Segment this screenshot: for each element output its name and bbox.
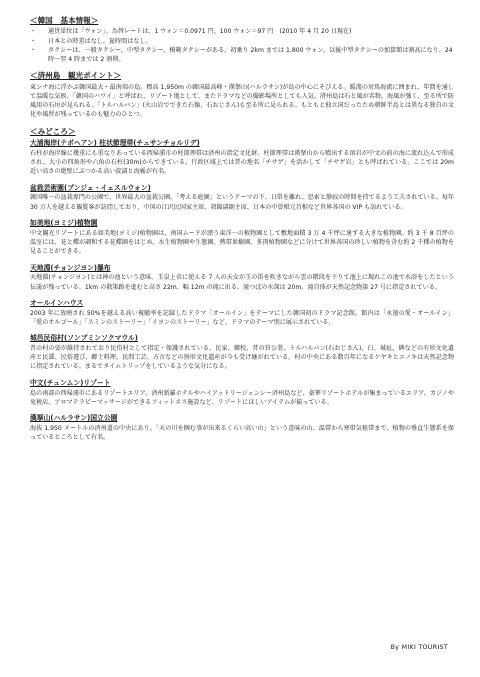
- jeju-point-section: [30, 71, 454, 119]
- korea-basic-list: [30, 27, 454, 64]
- footer-credit: By MIKI TOURIST: [390, 644, 448, 651]
- sight-name-jusangjeolli: 大浦海岸(テポヘアン) 柱状節理帯(チュサンチョルリデ): [30, 139, 200, 148]
- sight-text-bonsai-garden: 韓国唯一の盆栽専門の公園で、世界最大の盆栽公園。「考える庭園」というテーマの下、日常を離れ、思索と静寂の時間を持てるよう工夫されている。毎年 30 万人を越える観覧客が訪問しており、中国の江沢民国家主席、胡錦濤副主席、日本の中曽根元首相など世界各国の VIP も訪れている。: [30, 194, 454, 211]
- sights-section: [30, 127, 454, 443]
- sight-text-jungmun-resort: 島の南部の西帰浦市にあるリゾートエリア。済州新羅ホテルやハイアットリージェンシー済州島など、豪華リゾートホテルが集まっているエリア。カジノや免税店、アロマテラピーマッサージができるフィットネス施設など、リゾートにほしいアイテムが揃っている。: [30, 389, 454, 406]
- sight-name-bonsai-garden: 盆栽芸術園(プンジェ・イェスルウォン): [30, 183, 151, 192]
- sight-text-yeomiji: 中文観光リゾートにある如美地(ヨミジ)植物園は、南国ムードが漂う東洋一の植物園として敷地面積 3 万 4 千坪に達する大きな植物園。約 3 千 8 百坪の温室には、花と蝶が調和する花蝶園をはじめ、水生植物園や生態園、熱帯果樹園、多肉植物園などに分けて世界各国の珍しい植物を含む約 2 千種の植物を見ることができる。: [30, 229, 454, 256]
- sight-text-cheonjiyeon: 天地淵(チョンジヨン)とは神の池という意味。玉皇上帝に使える 7 人の天女が玉の笛を吹きながら雲の階段を下りて池上に現れこの池で水浴をしたという伝説が残っている。1km の散策路を進むと高さ 22m、幅 12m の滝に出る。滝つぼの水深は 20m。滝自体が天然記念物第 27 号に指定されている。: [30, 274, 454, 291]
- sights-title: ＜みどころ＞: [30, 126, 76, 136]
- korea-basic-taxi: ・ タクシーは、一般タクシー、中型タクシー、模範タクシーがある。初乗り 2km までは 1,800 ウォン、以後中型タクシーの加算額は割高になり、24 時〜翌 4 時までは 2 割増。: [30, 46, 454, 64]
- sight-name-cheonjiyeon: 天地淵(チョンジヨン)瀑布: [30, 263, 111, 272]
- sight-name-yeomiji: 如美地(ヨミジ)植物園: [30, 218, 98, 227]
- sight-text-hallasan-park: 海抜 1,950 メートルの済州道の中央にあり、「天の川を掴む事が出来るくらい高い山」という意味の山。温帯から寒帯気候帯まで、植物の垂直生態系を保っているところとして有名。: [30, 424, 454, 442]
- jeju-point-title: ＜済州島 観光ポイント＞: [30, 71, 122, 81]
- sight-name-allin-house: オールインハウス: [30, 298, 84, 307]
- korea-basic-timezone: ・ 日本との時差はなし。夏時間はなし。: [30, 37, 454, 46]
- jeju-point-text: 東シナ海に浮かぶ韓国最大・最南端の島。標高 1,950m の韓国最高峰・漢拏山(ハルラサン)が島の中心にそびえる。暖流の対馬海流に囲まれ、年間を通して温暖な気候。「韓国のハワイ」と呼ばれ、リゾート地として、またドラマなどの撮影場所としても人気。済州島は石と風が名物。海風が強く、至る所で防風用の石垣が見られる。「トルハルバン」(火山岩でできた石像、石おじさん)も至る所に見られる。もともと独立国だったため朝鮮半島とは異なる独自の文化や風習が残っているのも魅力のひとつ。: [30, 83, 454, 119]
- sight-text-jusangjeolli: 石柱が海岸線に幾重にも重なりあっている西帰浦市の柱節理帯は済州の指定文化財。柱節理帯は漢拏山から噴出する溶岩が中文の前の海に流れ込んで形成され、大小の四角形や六角の石柱(30m)からできている。行政区域上では昔の地名「チサゲ」を活かして「チサゲ岩」とも呼ばれている。ここでは 20m 近い高さの絶壁にぶつかる高い波濤と海霧が有名。: [30, 149, 454, 176]
- sight-text-seongeup-village: 昔の村の姿が維持されており民俗村として指定・保護されている。民家、郷校、昔の官公署、トルハルバン(石おじさん)、臼、城址、碑などの有形文化遺産と民謡、民俗遊び、郷土料理、民間工芸、方言などの無形文化遺産が今も受け継がれている。村の中央にある数百年になるケヤキとエノキは天然記念物に指定されている。まるでタイムトリップをしているような気分になる。: [30, 344, 454, 371]
- korea-basic-title: ＜韓国 基本情報＞: [30, 16, 99, 25]
- korea-basic-section: [30, 16, 454, 64]
- sight-name-hallasan-park: 漢拏山(ハルラサン)国立公園: [30, 414, 118, 423]
- korea-basic-currency: ・ 通貨単位は「ウォン」。為替レートは、1 ウォン＝0.0971 円、100 ウォン＝97 円 (2010 年 4 月 20 日現在): [30, 27, 454, 36]
- sight-name-jungmun-resort: 中文(チュンムン)リゾート: [30, 378, 111, 387]
- sight-text-allin-house: 2003 年に放映され 50%を越える高い視聴率を記録したドラマ「オールイン」をテーマにした韓国初のドラマ記念館。館内は「永遠の愛・オールイン」「愛のオルゴール」「スミンのストーリー」「イヨンのストーリー」など、ドラマのテーマ別に展示されている。: [30, 309, 454, 326]
- sight-name-seongeup-village: 城邑民俗村(ソンプミンソクマウル): [30, 334, 138, 343]
